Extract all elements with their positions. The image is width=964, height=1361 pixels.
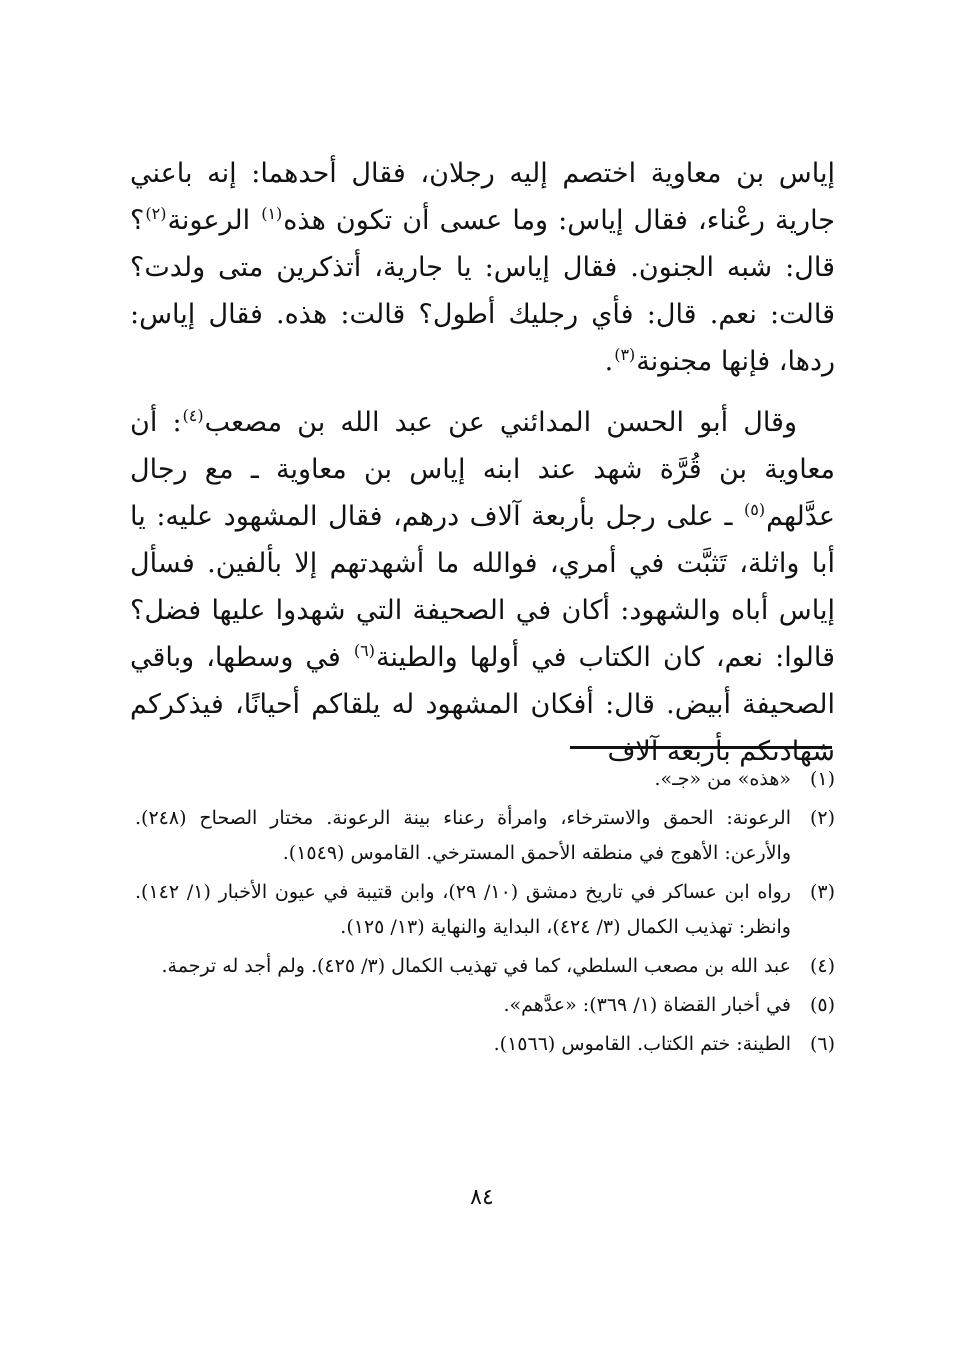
footnote-text: «هذه» من «جـ». — [654, 768, 791, 790]
footnote-number: (٣) — [809, 881, 835, 903]
footnote-ref-4[interactable]: (٤) — [182, 406, 204, 425]
paragraph-1 — [130, 150, 835, 385]
footnote-number: (٥) — [809, 994, 835, 1016]
paragraph-2 — [130, 399, 835, 775]
footnote-3 — [135, 875, 835, 945]
footnote-number: (٦) — [809, 1033, 835, 1055]
text-segment: : أن معاوية بن قُرَّة شهد عند ابنه إياس بن معاوية ـ مع رجال عدَّلهم — [130, 407, 835, 532]
text-segment: ـ على رجل بأربعة آلاف درهم، فقال المشهود عليه: يا أبا واثلة، تَثبَّت في أمري، فوالله ما أشهدتهم إلا بألفين. فسأل إياس أباه والشهود: أكان في الصحيفة التي شهدوا عليها فضل؟ قالوا: نعم، كان الكتاب في أولها والطينة — [130, 501, 836, 673]
footnote-5 — [135, 988, 835, 1023]
text-segment: الرعونة — [167, 205, 261, 236]
text-segment: . — [604, 346, 614, 377]
text-segment: ؟ قال: شبه الجنون. فقال إياس: يا جارية، أتذكرين متى ولدت؟ قالت: نعم. قال: فأي رجليك أطول؟ قالت: هذه. فقال إياس: ردها، فإنها مجنونة — [130, 205, 835, 377]
footnote-number: (٢) — [809, 807, 835, 829]
footnote-ref-1[interactable]: (١) — [261, 204, 283, 223]
footnote-ref-3[interactable]: (٣) — [614, 345, 636, 364]
footnote-1 — [135, 762, 835, 797]
footnote-number: (١) — [809, 768, 835, 790]
text-segment: إياس بن معاوية اختصم إليه رجلان، فقال أحدهما: إنه باعني جارية رعْناء، فقال إياس: وما عسى أن تكون هذه — [130, 158, 835, 236]
footnote-text: الطينة: ختم الكتاب. القاموس (١٥٦٦). — [493, 1033, 791, 1055]
footnote-text: في أخبار القضاة (١/ ٣٦٩): «عدَّهم». — [503, 994, 791, 1016]
footnote-ref-5[interactable]: (٥) — [743, 500, 766, 519]
text-segment: في وسطها، وباقي الصحيفة أبيض. قال: أفكان المشهود له يلقاكم أحيانًا، فيذكركم شهادتكم بأربعة آلاف — [130, 642, 835, 767]
footnote-ref-6[interactable]: (٦) — [353, 641, 375, 660]
main-text — [130, 150, 835, 775]
footnote-text: رواه ابن عساكر في تاريخ دمشق (١٠/ ٢٩)، وابن قتيبة في عيون الأخبار (١/ ١٤٢). وانظر: تهذيب الكمال (٣/ ٤٢٤)، البداية والنهاية (١٣/ ١٢٥). — [135, 881, 791, 938]
footnote-text: الرعونة: الحمق والاسترخاء، وامرأة رعناء بينة الرعونة. مختار الصحاح (٢٤٨). والأرعن: الأهوج في منطقه الأحمق المسترخي. القاموس (١٥٤٩). — [135, 807, 791, 864]
footnote-text: عبد الله بن مصعب السلطي، كما في تهذيب الكمال (٣/ ٤٢٥). ولم أجد له ترجمة. — [161, 955, 791, 977]
footnote-2 — [135, 801, 835, 871]
text-segment: وقال أبو الحسن المدائني عن عبد الله بن مصعب — [204, 407, 797, 438]
footnote-6 — [135, 1027, 835, 1062]
page-number: ٨٤ — [470, 1185, 494, 1210]
footnote-ref-2[interactable]: (٢) — [145, 204, 167, 223]
footnote-number: (٤) — [809, 955, 835, 977]
footnote-4 — [135, 949, 835, 984]
footnote-divider — [570, 746, 832, 749]
footnotes-list — [135, 762, 835, 1066]
